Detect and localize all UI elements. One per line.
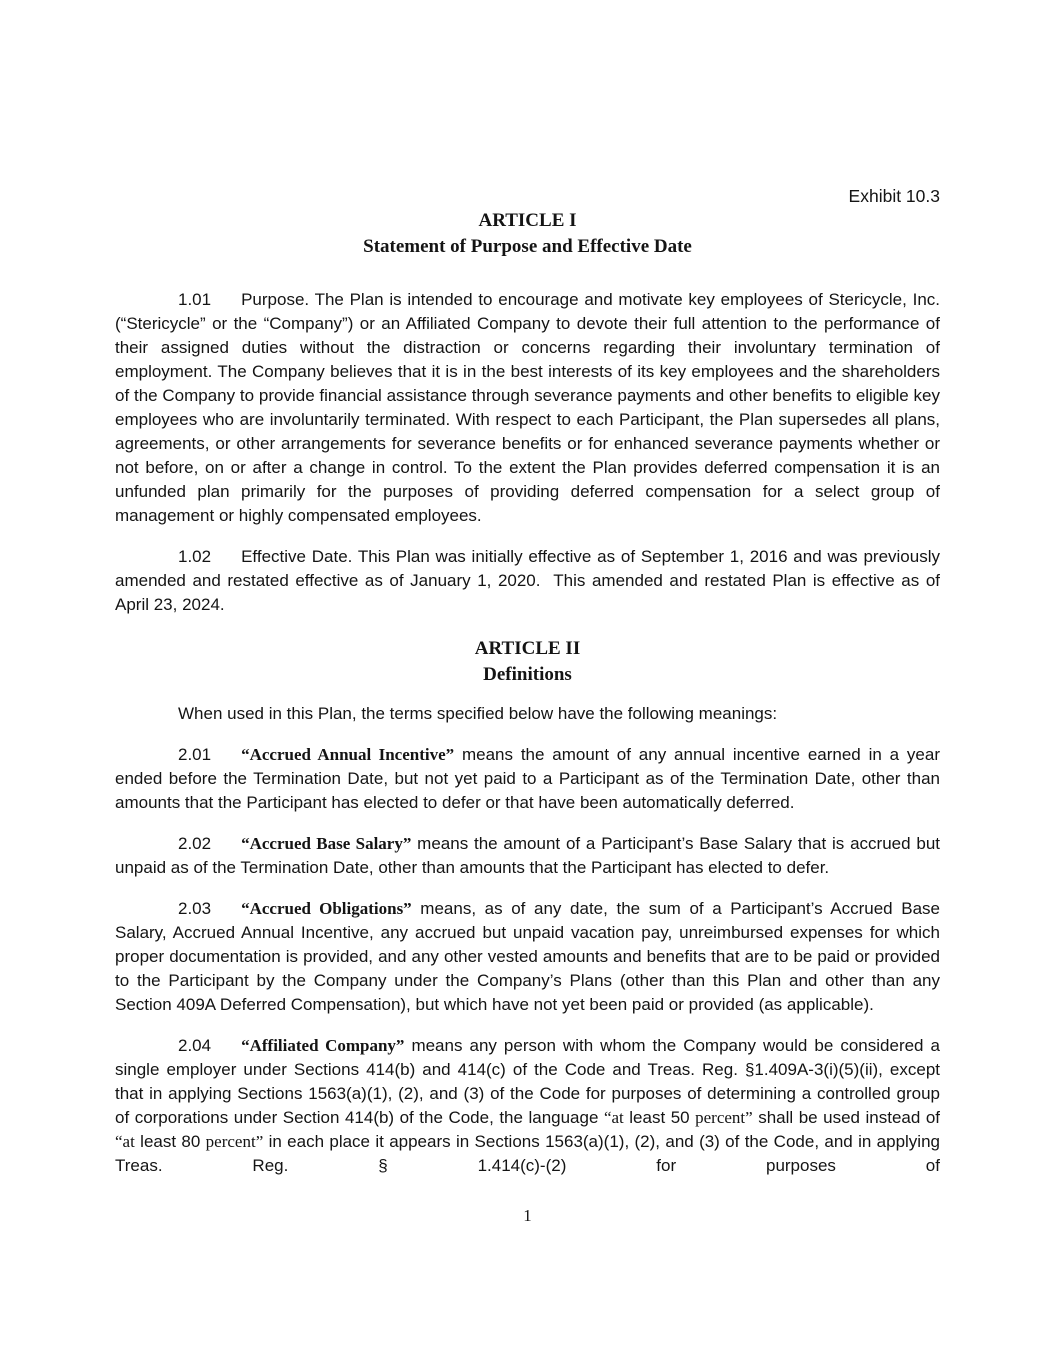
paragraph-1-01: 1.01 Purpose. The Plan is intended to encourage and motivate key employees of Stericycle, Inc. (“Stericycle” or the “Company”) or an Affiliated Company to devote their full attention to the performance of their assigned duties without the distraction or concerns regarding their involuntary termination of employment. The Company believes that it is in the best interests of its key employees and the shareholders of the Company to provide financial assistance through severance payments and other benefits to eligible key employees who are involuntarily terminated. With respect to each Participant, the Plan supersedes all plans, agreements, or other arrangements for severance benefits or for enhanced severance payments whether or not before, on or after a change in control. To the extent the Plan provides deferred compensation it is an unfunded plan primarily for the purposes of providing deferred compensation for a select group of management or highly compensated employees. (115, 290, 940, 525)
article-2-title: ARTICLE II (474, 638, 581, 659)
article-1-title: ARTICLE I (478, 210, 577, 231)
paragraph-2-04: 2.04 “Affiliated Company” means any person with whom the Company would be considered a single employer under Sections 414(b) and 414(c) of the Code and Treas. Reg. §1.409A-3(i)(5)(ii), except that in applying Sections 1563(a)(1), (2), and (3) of the Code for purposes of determining a controlled group of corporations under Section 414(b) of the Code, the language “at least 50 percent” shall be used instead of “at least 80 percent” in each place it appears in Sections 1563(a)(1), (2), and (3) of the Code, and in applying Treas. Reg. § 1.414(c)-(2) for purposes of (115, 1036, 940, 1175)
paragraph-1-02: 1.02 Effective Date. This Plan was initially effective as of September 1, 2016 and was previously amended and restated effective as of January 1, 2020. This amended and restated Plan is effective as of April 23, 2024. (115, 547, 940, 614)
exhibit-label: Exhibit 10.3 (848, 186, 940, 206)
paragraph-2-02: 2.02 “Accrued Base Salary” means the amount of a Participant’s Base Salary that is accrued but unpaid as of the Termination Date, other than amounts that the Participant has elected to defer. (115, 834, 941, 877)
page-number: 1 (523, 1206, 532, 1225)
definitions-intro: When used in this Plan, the terms specified below have the following meanings: (178, 704, 778, 723)
article-2-heading (115, 636, 940, 688)
article-1-subtitle: Statement of Purpose and Effective Date (363, 236, 692, 257)
article-1-heading (115, 208, 940, 260)
paragraph-2-03: 2.03 “Accrued Obligations” means, as of any date, the sum of a Participant’s Accrued Base Salary, Accrued Annual Incentive, any accrued but unpaid vacation pay, unreimbursed expenses for which proper documentation is provided, and any other vested amounts and benefits that are to be paid or provided to the Participant by the Company under the Company’s Plans (other than this Plan and other than any Section 409A Deferred Compensation), but which have not yet been paid or provided (as applicable). (115, 899, 940, 1014)
paragraph-2-01: 2.01 “Accrued Annual Incentive” means the amount of any annual incentive earned in a year ended before the Termination Date, but not yet paid to a Participant as of the Termination Date, other than amounts that the Participant has elected to defer or that have been automatically deferred. (115, 745, 940, 812)
article-2-subtitle: Definitions (483, 664, 572, 685)
